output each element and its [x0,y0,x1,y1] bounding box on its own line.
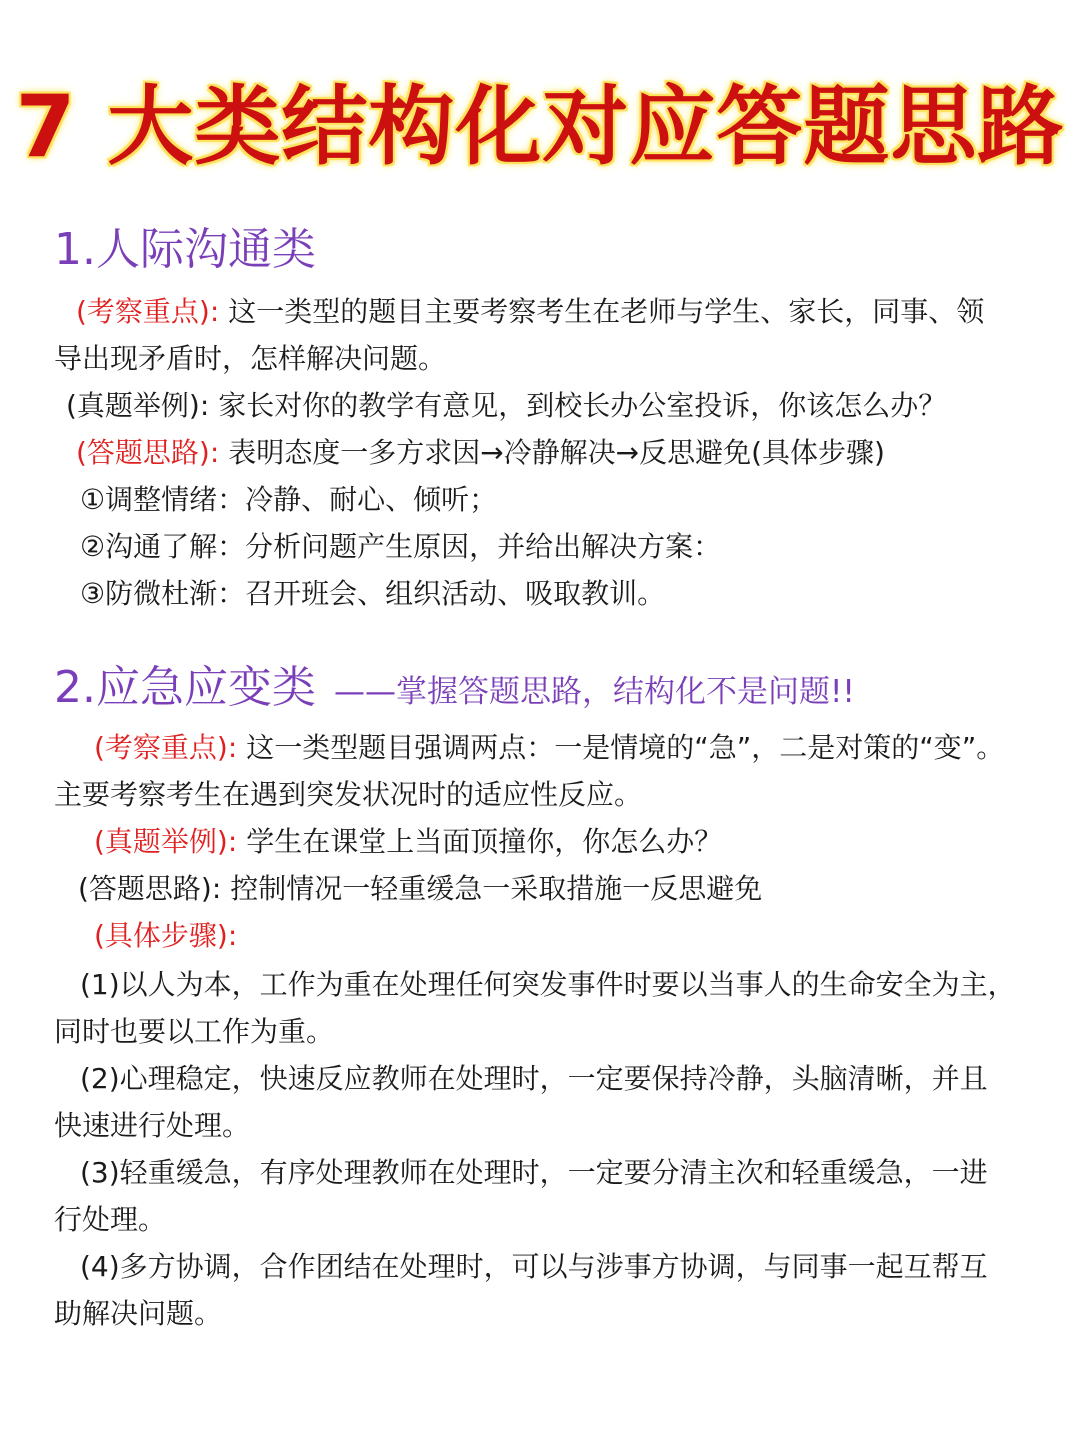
section-1-example-text: 家长对你的教学有意见，到校长办公室投诉，你该怎么办？ [218,389,947,422]
section-1-focus-text-1: 这一类型的题目主要考察考生在老师与学生、家长，同事、领 [228,295,985,328]
section-2-step: (4)多方协调，合作团结在处理时，可以与涉事方协调，与同事一起互帮互 [80,1250,988,1283]
section-2-step-cont: 行处理。 [54,1203,167,1236]
section-2-focus-text-1: 这一类型题目强调两点：一是情境的“急”，二是对策的“变”。 [246,731,1005,764]
section-2-step: (1)以人为本，工作为重在处理任何突发事件时要以当事人的生命安全为主， [80,968,1016,1001]
section-1-focus-label: (考察重点): [76,295,220,328]
section-1-approach-line [54,429,1034,476]
section-1-step: ①调整情绪：冷静、耐心、倾听； [80,483,498,516]
section-2-focus-label: (考察重点): [94,731,238,764]
section-2-approach-label: (答题思路): [78,872,222,905]
section-2-step-cont: 同时也要以工作为重。 [54,1015,335,1048]
section-2-steps-label: (具体步骤): [94,919,238,952]
section-1-focus-line-2 [54,335,1034,382]
section-1-focus-text-2: 导出现矛盾时，怎样解决问题。 [54,342,447,375]
section-1-step: ②沟通了解：分析问题产生原因，并给出解决方案： [80,530,722,563]
section-2-approach-text: 控制情况一轻重缓急一采取措施一反思避免 [230,872,763,905]
section-2-step-cont: 助解决问题。 [54,1297,223,1330]
section-1-step: ③防微杜渐：召开班会、组织活动、吸取教训。 [80,577,666,610]
section-2-step: (2)心理稳定，快速反应教师在处理时，一定要保持冷静，头脑清晰，并且 [80,1062,988,1095]
section-1-heading-text: 1.人际沟通类 [54,224,316,275]
section-1-approach-text: 表明态度一多方求因→冷静解决→反思避免(具体步骤) [228,436,885,469]
section-1-heading [54,222,316,278]
section-2-heading [54,660,855,720]
section-1-example-label: (真题举例): [66,389,210,422]
page-title: 7 大类结构化对应答题思路 [15,77,1065,177]
section-1-approach-label: (答题思路): [76,436,220,469]
section-2-example-text: 学生在课堂上当面顶撞你，你怎么办？ [246,825,723,858]
section-2-example-line [54,818,1034,865]
section-2-focus-text-2: 主要考察考生在遇到突发状况时的适应性反应。 [54,778,643,811]
section-2-example-label: (真题举例): [94,825,238,858]
section-1-example-line [54,382,1034,429]
section-2-focus-line [54,724,1034,771]
section-2-step-cont: 快速进行处理。 [54,1109,251,1142]
section-2-focus-line-2 [54,771,1034,818]
section-1-focus-line [54,288,1034,335]
section-2-approach-line [54,865,1034,912]
section-2-heading-text: 2.应急应变类 [54,662,316,713]
section-2-step: (3)轻重缓急，有序处理教师在处理时，一定要分清主次和轻重缓急，一进 [80,1156,988,1189]
section-2-subheading: ——掌握答题思路，结构化不是问题!! [333,674,855,710]
